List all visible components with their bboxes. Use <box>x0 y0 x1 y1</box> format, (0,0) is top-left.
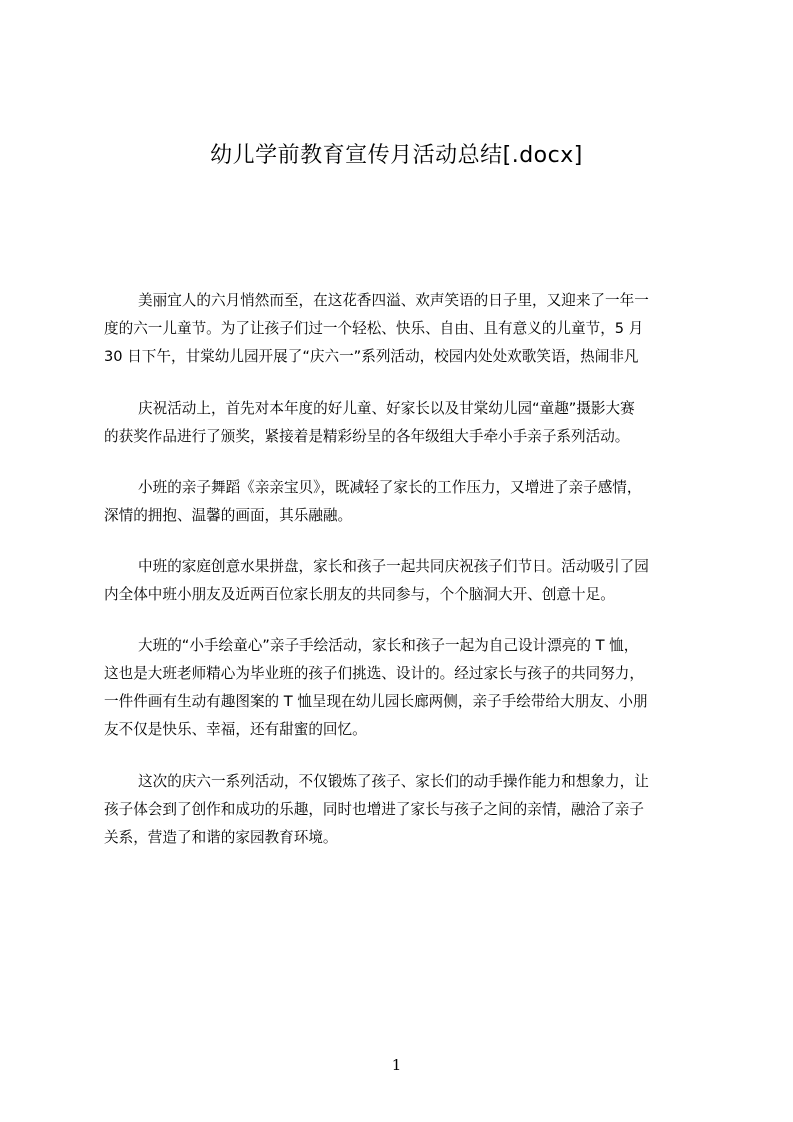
paragraph-line: 这也是大班老师精心为毕业班的孩子们挑选、设计的。经过家长与孩子的共同努力， <box>104 665 644 682</box>
paragraph-2 <box>104 395 700 451</box>
paragraph-line: 庆祝活动上，首先对本年度的好儿童、好家长以及甘棠幼儿园“童趣”摄影大赛 <box>138 400 635 417</box>
paragraph-line: 大班的“小手绘童心”亲子手绘活动，家长和孩子一起为自己设计漂亮的 T 恤， <box>138 637 639 654</box>
paragraph-3 <box>104 474 700 530</box>
paragraph-4 <box>104 553 700 609</box>
paragraph-line: 内全体中班小朋友及近两百位家长朋友的共同参与，个个脑洞大开、创意十足。 <box>104 586 615 603</box>
paragraph-line: 30 日下午，甘棠幼儿园开展了“庆六一”系列活动，校园内处处欢歌笑语，热闹非凡 <box>104 348 639 365</box>
paragraph-line: 关系，营造了和谐的家园教育环境。 <box>104 829 338 846</box>
paragraph-line: 美丽宜人的六月悄然而至，在这花香四溢、欢声笑语的日子里，又迎来了一年一 <box>138 292 649 309</box>
paragraph-line: 深情的拥抱、温馨的画面，其乐融融。 <box>104 507 353 524</box>
paragraph-line: 孩子体会到了创作和成功的乐趣，同时也增进了家长与孩子之间的亲情，融洽了亲子 <box>104 801 644 818</box>
paragraph-1 <box>104 287 700 371</box>
page-number: 1 <box>391 1056 402 1074</box>
paragraph-line: 这次的庆六一系列活动，不仅锻炼了孩子、家长们的动手操作能力和想象力，让 <box>138 773 649 790</box>
paragraph-line: 一件件画有生动有趣图案的 T 恤呈现在幼儿园长廊两侧，亲子手绘带给大朋友、小朋 <box>104 693 648 710</box>
paragraph-line: 的获奖作品进行了颁奖，紧接着是精彩纷呈的各年级组大手牵小手亲子系列活动。 <box>104 428 630 445</box>
paragraph-line: 友不仅是快乐、幸福，还有甜蜜的回忆。 <box>104 721 367 738</box>
paragraph-line: 度的六一儿童节。为了让孩子们过一个轻松、快乐、自由、且有意义的儿童节，5 月 <box>104 320 644 337</box>
document-title: 幼儿学前教育宣传月活动总结[.docx] <box>210 143 583 168</box>
paragraph-line: 中班的家庭创意水果拼盘，家长和孩子一起共同庆祝孩子们节日。活动吸引了园 <box>138 558 649 575</box>
paragraph-line: 小班的亲子舞蹈《亲亲宝贝》，既减轻了家长的工作压力，又增进了亲子感情， <box>138 479 642 496</box>
paragraph-5 <box>104 632 700 744</box>
paragraph-6 <box>104 768 700 852</box>
